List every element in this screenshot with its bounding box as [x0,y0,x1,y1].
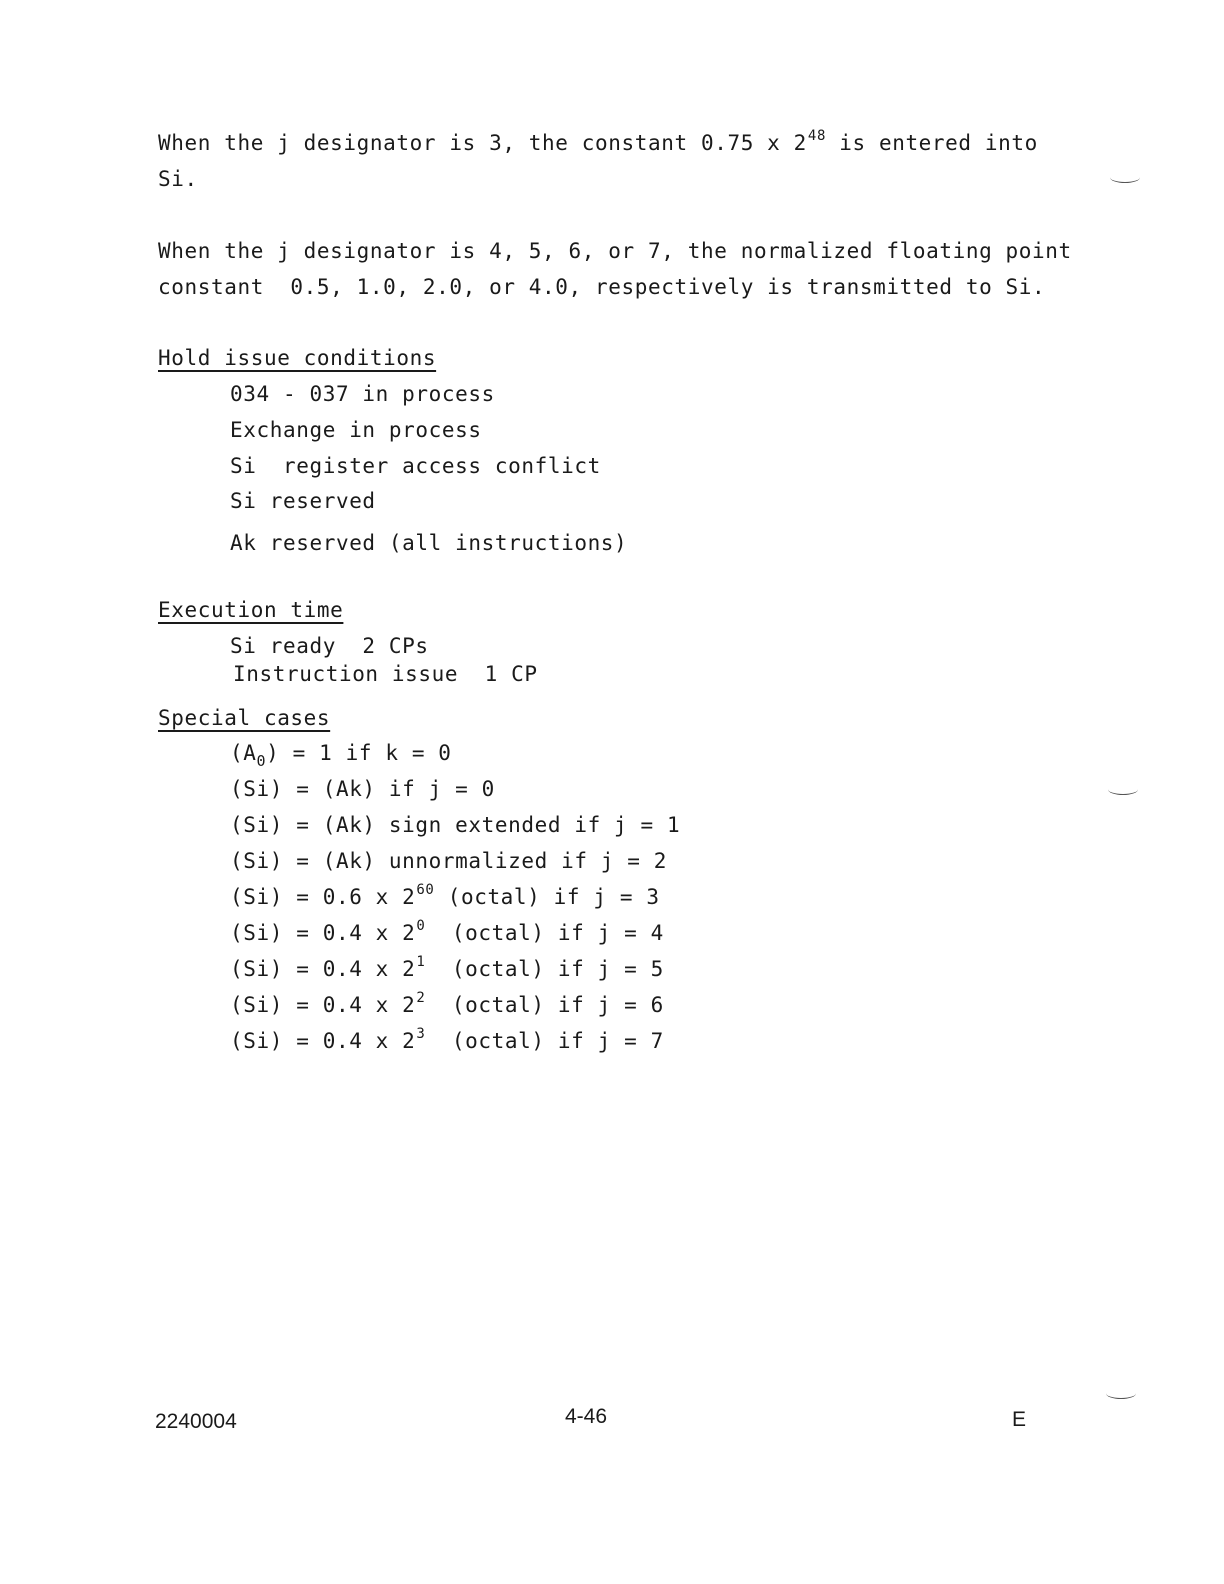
hold-issue-heading: Hold issue conditions [158,346,437,370]
special-case-power [230,882,660,909]
margin-mark [1110,172,1140,183]
intro-paragraph-2-line-1: When the j designator is 4, 5, 6, or 7, the normalized floating point [158,239,1072,263]
special-case-power [230,954,664,981]
special-case-item: (Si) = (Ak) if j = 0 [230,777,495,801]
special-case-item: (Si) = (Ak) unnormalized if j = 2 [230,849,668,873]
hold-issue-item: Si reserved [230,489,376,513]
exponent: 60 [416,882,435,898]
special-case-text: (Si) = 0.4 x 2 [230,957,416,981]
exponent: 0 [416,918,426,934]
margin-mark [1106,1388,1136,1399]
special-case-power [230,1026,664,1053]
special-case-a0 [230,741,452,770]
special-case-text: (octal) if j = 3 [434,885,660,909]
special-case-text: (A [230,741,257,765]
execution-time-heading: Execution time [158,598,344,622]
intro-text: is entered into [825,131,1038,155]
special-case-power [230,918,664,945]
hold-issue-item: 034 - 037 in process [230,382,495,406]
hold-issue-item: Si register access conflict [230,454,601,478]
execution-time-item: Instruction issue 1 CP [233,662,538,686]
page-number: 4-46 [565,1405,608,1428]
exponent: 2 [416,990,426,1006]
special-case-text: (octal) if j = 6 [425,993,664,1017]
special-case-text: (Si) = 0.6 x 2 [230,885,416,909]
intro-text: When the j designator is 3, the constant 0.75 x 2 [158,131,807,155]
special-case-text: (Si) = 0.4 x 2 [230,993,416,1017]
special-case-text: (octal) if j = 5 [425,957,664,981]
exponent: 3 [416,1026,426,1042]
exponent: 48 [807,128,826,144]
special-case-item: (Si) = (Ak) sign extended if j = 1 [230,813,681,837]
hold-issue-item: Ak reserved (all instructions) [230,531,628,555]
document-number: 2240004 [155,1410,237,1433]
intro-paragraph-1-line-2: Si. [158,167,198,191]
execution-time-item: Si ready 2 CPs [230,634,429,658]
hold-issue-item: Exchange in process [230,418,482,442]
intro-paragraph-2-line-2: constant 0.5, 1.0, 2.0, or 4.0, respectively is transmitted to Si. [158,275,1046,299]
special-case-text: (octal) if j = 4 [425,921,664,945]
special-cases-heading: Special cases [158,706,331,730]
subscript: 0 [256,752,267,770]
special-case-text: (Si) = 0.4 x 2 [230,921,416,945]
revision-letter: E [1012,1408,1027,1431]
special-case-text: ) = 1 if k = 0 [266,741,452,765]
special-case-text: (octal) if j = 7 [425,1029,664,1053]
exponent: 1 [416,954,426,970]
intro-paragraph-1-line-1 [158,128,1038,155]
margin-mark [1108,784,1138,795]
special-case-text: (Si) = 0.4 x 2 [230,1029,416,1053]
special-case-power [230,990,664,1017]
